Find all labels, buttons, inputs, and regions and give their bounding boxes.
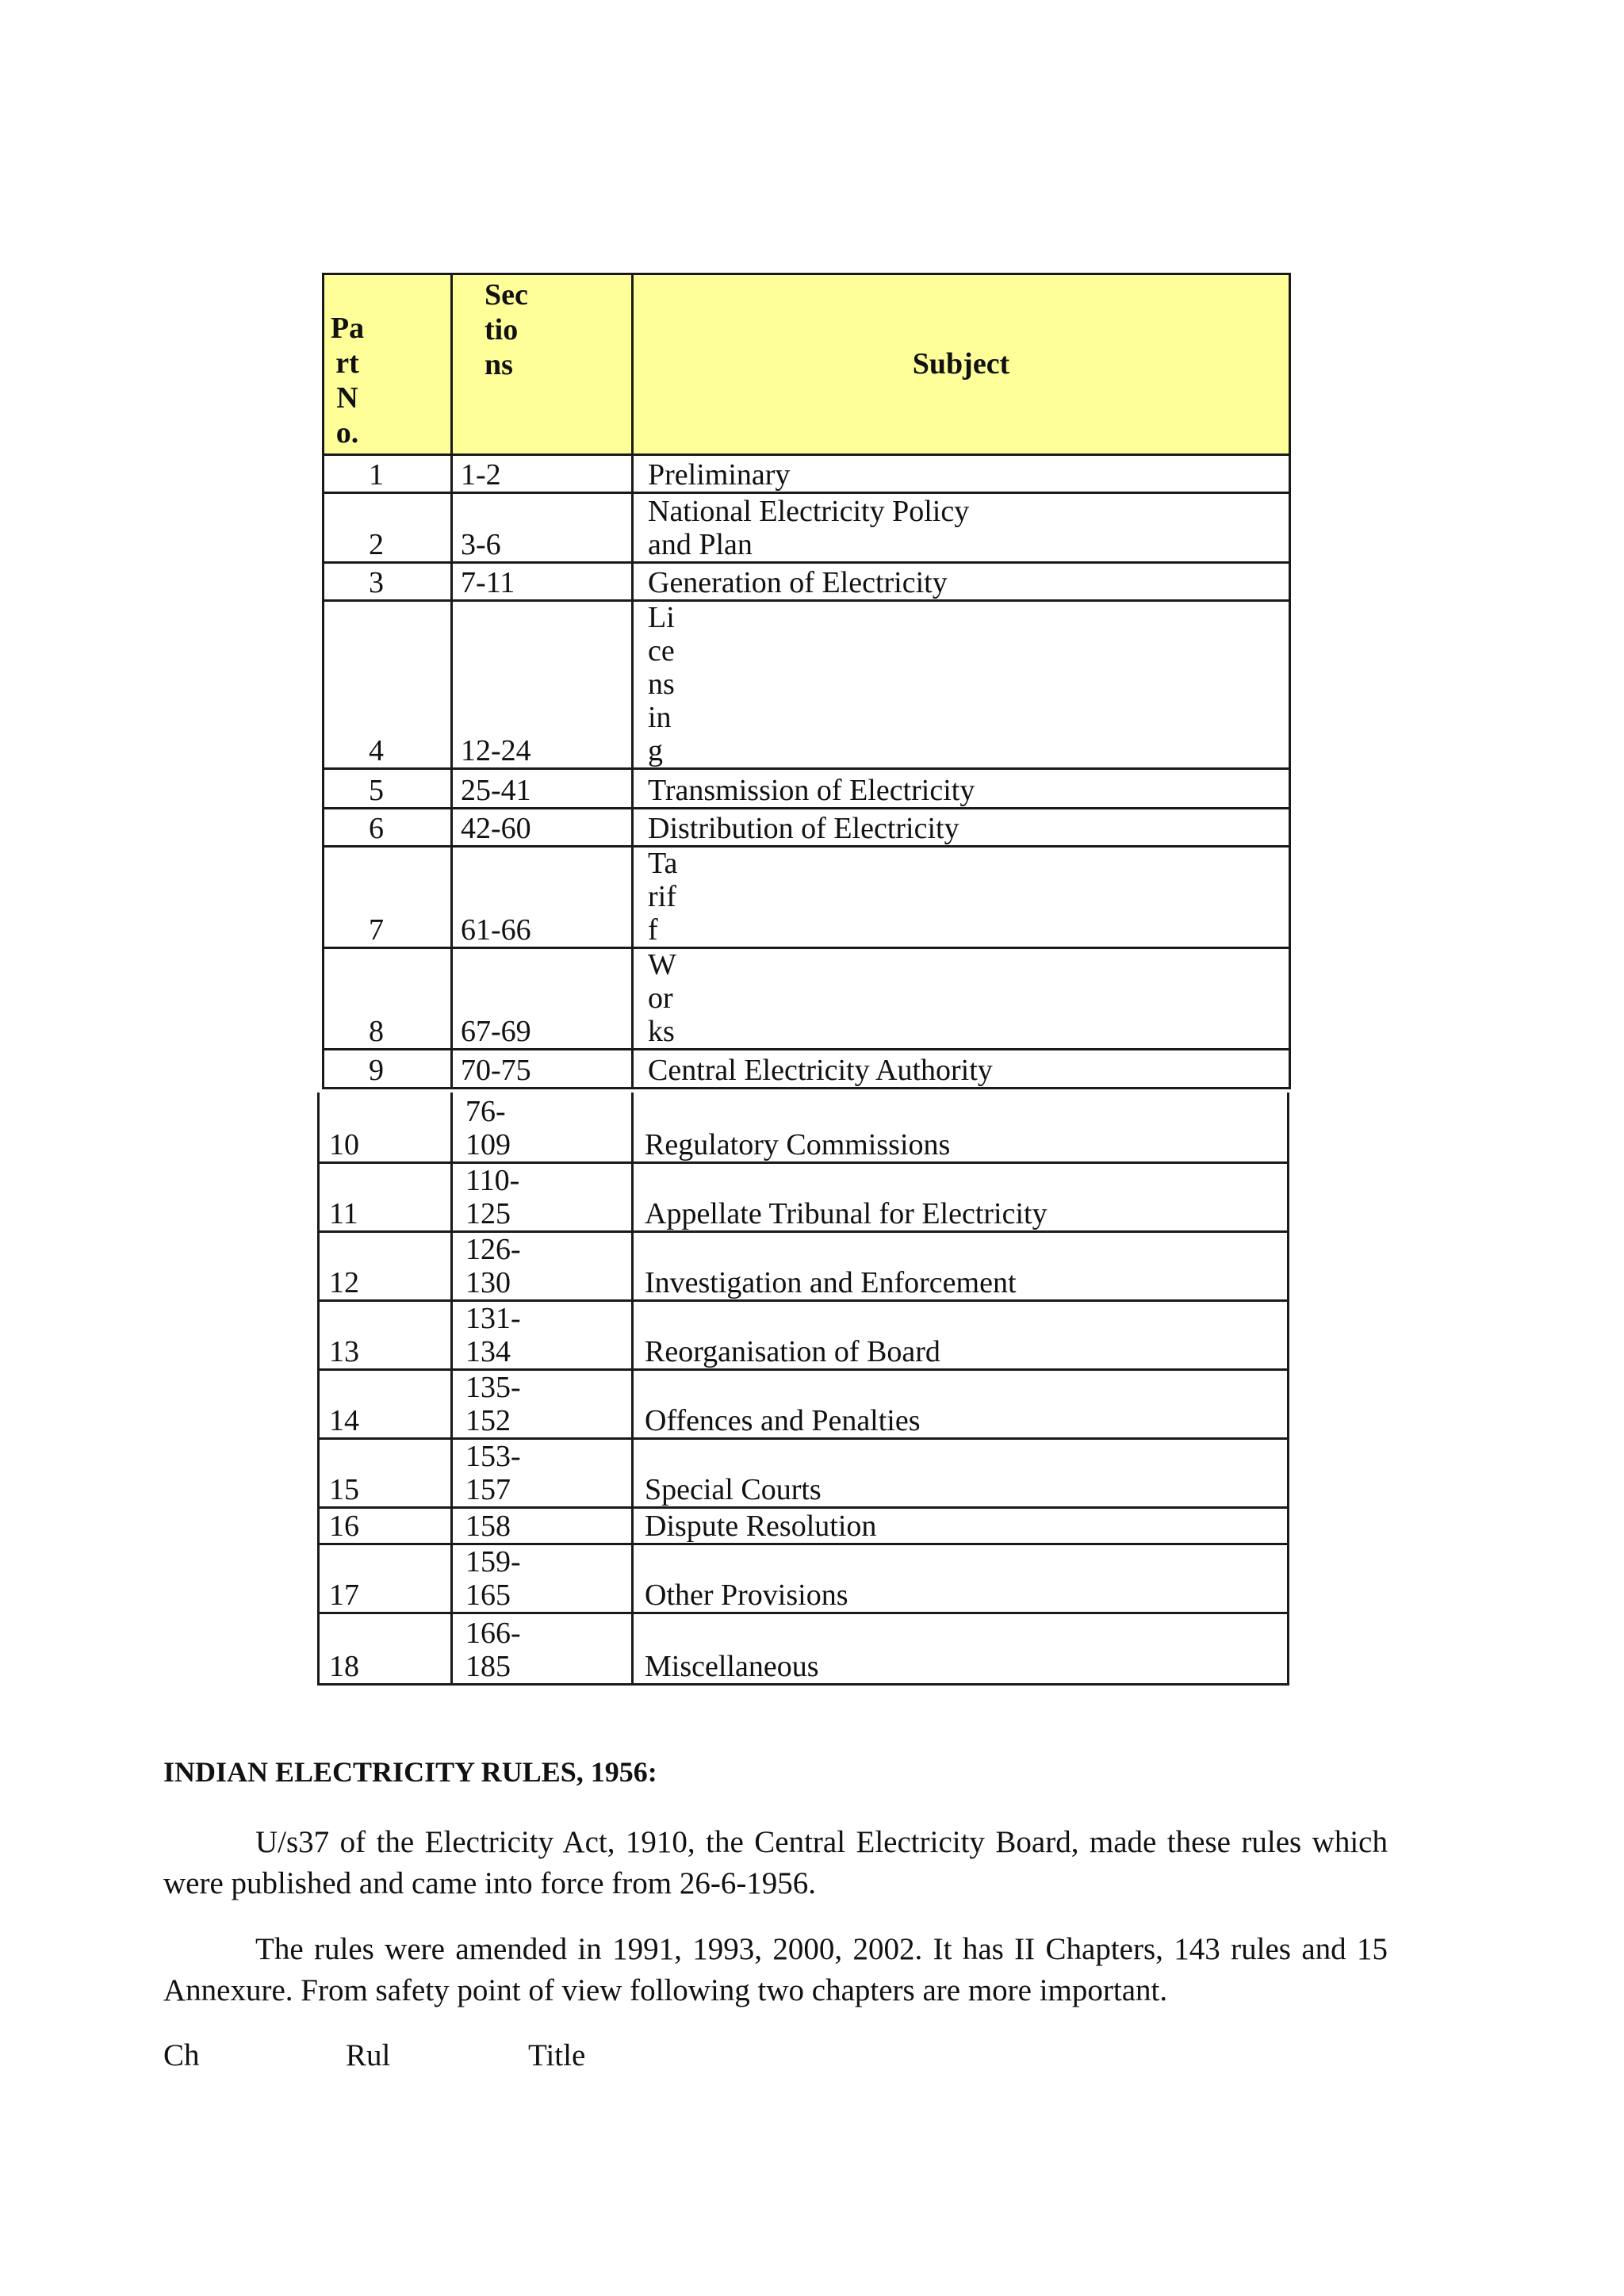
- sections-cell: [453, 1233, 634, 1299]
- part-no-cell-text: 16: [329, 1510, 359, 1543]
- subject-cell-text: Appellate Tribunal for Electricity: [645, 1197, 1048, 1230]
- part-no-cell: [324, 848, 453, 947]
- subject-cell: [634, 770, 1289, 807]
- subject-cell: [634, 1164, 1287, 1230]
- sections-cell: [453, 564, 634, 599]
- subject-cell: [634, 1233, 1287, 1299]
- sections-cell-text: 126- 130: [465, 1233, 521, 1299]
- part-no-cell-text: 9: [369, 1054, 384, 1087]
- header-sections: Sections: [485, 278, 528, 381]
- part-no-cell: [324, 602, 453, 767]
- sections-cell: [453, 1545, 634, 1612]
- subject-cell-text: Other Provisions: [645, 1578, 848, 1612]
- subject-cell-text: Dispute Resolution: [645, 1510, 877, 1543]
- part-no-cell: [324, 1050, 453, 1087]
- part-no-cell-text: 10: [329, 1128, 359, 1161]
- header-subject: Subject: [912, 347, 1010, 381]
- sections-cell-text: 1-2: [461, 458, 501, 492]
- table-row: [320, 1233, 1287, 1302]
- sections-cell-text: 3-6: [461, 528, 501, 561]
- subject-cell: [634, 809, 1289, 845]
- table-row: [324, 949, 1289, 1050]
- part-no-cell: [324, 809, 453, 845]
- subject-cell: [634, 1509, 1287, 1543]
- subject-cell-text: Generation of Electricity: [648, 566, 948, 599]
- sections-cell: [453, 1440, 634, 1506]
- part-no-cell-text: 17: [329, 1578, 359, 1612]
- subject-cell: [634, 1545, 1287, 1612]
- subject-cell-text: Licensing: [648, 601, 675, 767]
- subject-cell-text: Regulatory Commissions: [645, 1128, 951, 1161]
- subject-cell: [634, 1050, 1289, 1087]
- part-no-cell: [320, 1164, 453, 1230]
- subject-cell: [634, 494, 1289, 561]
- sections-cell: [453, 770, 634, 807]
- sections-cell: [453, 1302, 634, 1368]
- part-no-cell-text: 5: [369, 774, 384, 807]
- sections-cell: [453, 1509, 634, 1543]
- subject-cell-text: Tariff: [648, 847, 678, 947]
- part-no-cell: [320, 1509, 453, 1543]
- part-no-cell: [320, 1093, 453, 1161]
- part-no-cell-text: 15: [329, 1473, 359, 1506]
- table-body-lower: [320, 1093, 1287, 1683]
- paragraph-rules-amendments: The rules were amended in 1991, 1993, 2000, 2002. It has II Chapters, 143 rules and 15 Annexure. From safety point of view following two chapters are more important.: [163, 1932, 1388, 2007]
- sections-cell-text: 12-24: [461, 734, 531, 767]
- subject-cell-text: Preliminary: [648, 458, 791, 492]
- part-no-cell: [324, 770, 453, 807]
- table-row: [320, 1614, 1287, 1683]
- table-row: [320, 1302, 1287, 1371]
- table-row: [320, 1440, 1287, 1509]
- sections-cell-text: 7-11: [461, 566, 515, 599]
- part-no-cell-text: 6: [369, 812, 384, 845]
- subject-cell: [634, 1440, 1287, 1506]
- column-label-title: Title: [528, 2038, 586, 2072]
- sections-cell-text: 42-60: [461, 812, 531, 845]
- subject-cell: [634, 1614, 1287, 1683]
- part-no-cell: [320, 1302, 453, 1368]
- table-row: [320, 1509, 1287, 1545]
- part-no-cell: [320, 1233, 453, 1299]
- subject-cell: [634, 1093, 1287, 1161]
- subject-cell: [634, 456, 1289, 492]
- paragraph-rules-origin: U/s37 of the Electricity Act, 1910, the Central Electricity Board, made these rules which were published and came into force from 26-6-1956.: [163, 1825, 1388, 1900]
- header-part-cell: [324, 275, 453, 453]
- header-sections-cell: [453, 275, 634, 453]
- part-no-cell: [324, 564, 453, 599]
- sections-cell: [453, 1371, 634, 1437]
- table-row: [324, 456, 1289, 494]
- subject-cell-text: Offences and Penalties: [645, 1404, 921, 1437]
- table-row: [320, 1371, 1287, 1440]
- subject-cell: [634, 1302, 1287, 1368]
- table-row: [324, 602, 1289, 770]
- sections-cell: [453, 1164, 634, 1230]
- part-no-cell: [320, 1545, 453, 1612]
- sections-cell-text: 166- 185: [465, 1617, 521, 1683]
- parts-table-lower: [317, 1093, 1289, 1686]
- subject-cell: [634, 848, 1289, 947]
- table-row: [320, 1093, 1287, 1164]
- subject-cell-text: National Electricity Policy and Plan: [648, 495, 970, 561]
- sections-cell-text: 61-66: [461, 913, 531, 947]
- part-no-cell-text: 4: [369, 734, 384, 767]
- subject-cell-text: Reorganisation of Board: [645, 1335, 940, 1368]
- header-part-no: Part No.: [330, 312, 365, 450]
- subject-cell: [634, 602, 1289, 767]
- header-subject-cell: [634, 275, 1289, 453]
- sections-cell-text: 76- 109: [465, 1095, 511, 1161]
- part-no-cell-text: 7: [369, 913, 384, 947]
- part-no-cell-text: 14: [329, 1404, 359, 1437]
- part-no-cell-text: 11: [329, 1197, 358, 1230]
- part-no-cell-text: 3: [369, 566, 384, 599]
- part-no-cell-text: 2: [369, 528, 384, 561]
- sections-cell: [453, 494, 634, 561]
- table-row: [324, 494, 1289, 564]
- subject-cell: [634, 949, 1289, 1048]
- subject-cell-text: Transmission of Electricity: [648, 774, 975, 807]
- sections-cell-text: 159- 165: [465, 1545, 521, 1612]
- part-no-cell: [324, 456, 453, 492]
- sections-cell: [453, 1050, 634, 1087]
- table-row: [320, 1545, 1287, 1614]
- sections-cell-text: 67-69: [461, 1015, 531, 1048]
- part-no-cell-text: 8: [369, 1015, 384, 1048]
- table-row: [324, 1050, 1289, 1087]
- table-row: [324, 848, 1289, 949]
- part-no-cell: [320, 1614, 453, 1683]
- table-row: [320, 1164, 1287, 1233]
- subject-cell-text: Central Electricity Authority: [648, 1054, 993, 1087]
- subject-cell: [634, 564, 1289, 599]
- subject-cell-text: Works: [648, 948, 676, 1048]
- table-row: [324, 770, 1289, 809]
- sections-cell: [453, 848, 634, 947]
- sections-cell-text: 25-41: [461, 774, 531, 807]
- part-no-cell: [320, 1371, 453, 1437]
- table-row: [324, 564, 1289, 602]
- part-no-cell: [324, 949, 453, 1048]
- sections-cell: [453, 1614, 634, 1683]
- subject-cell: [634, 1371, 1287, 1437]
- sections-cell-text: 110- 125: [465, 1164, 520, 1230]
- sections-cell-text: 158: [465, 1510, 511, 1543]
- table-body-upper: [324, 456, 1289, 1087]
- sections-cell-text: 153- 157: [465, 1440, 521, 1506]
- part-no-cell: [320, 1440, 453, 1506]
- column-label-rule: Rul: [346, 2038, 391, 2072]
- sections-cell-text: 135- 152: [465, 1371, 521, 1437]
- subject-cell-text: Distribution of Electricity: [648, 812, 959, 845]
- sections-cell: [453, 602, 634, 767]
- sections-cell-text: 131- 134: [465, 1302, 521, 1368]
- table-row: [324, 809, 1289, 848]
- part-no-cell-text: 12: [329, 1266, 359, 1299]
- section-heading: INDIAN ELECTRICITY RULES, 1956:: [163, 1756, 657, 1788]
- subject-cell-text: Miscellaneous: [645, 1650, 819, 1683]
- subject-cell-text: Special Courts: [645, 1473, 822, 1506]
- subject-cell-text: Investigation and Enforcement: [645, 1266, 1017, 1299]
- table-header-row: [324, 275, 1289, 456]
- column-label-chapter: Ch: [163, 2038, 200, 2072]
- part-no-cell: [324, 494, 453, 561]
- sections-cell: [453, 456, 634, 492]
- part-no-cell-text: 18: [329, 1650, 359, 1683]
- parts-table-upper: [322, 273, 1291, 1089]
- sections-cell: [453, 949, 634, 1048]
- sections-cell: [453, 809, 634, 845]
- part-no-cell-text: 1: [369, 458, 384, 492]
- part-no-cell-text: 13: [329, 1335, 359, 1368]
- sections-cell-text: 70-75: [461, 1054, 531, 1087]
- sections-cell: [453, 1093, 634, 1161]
